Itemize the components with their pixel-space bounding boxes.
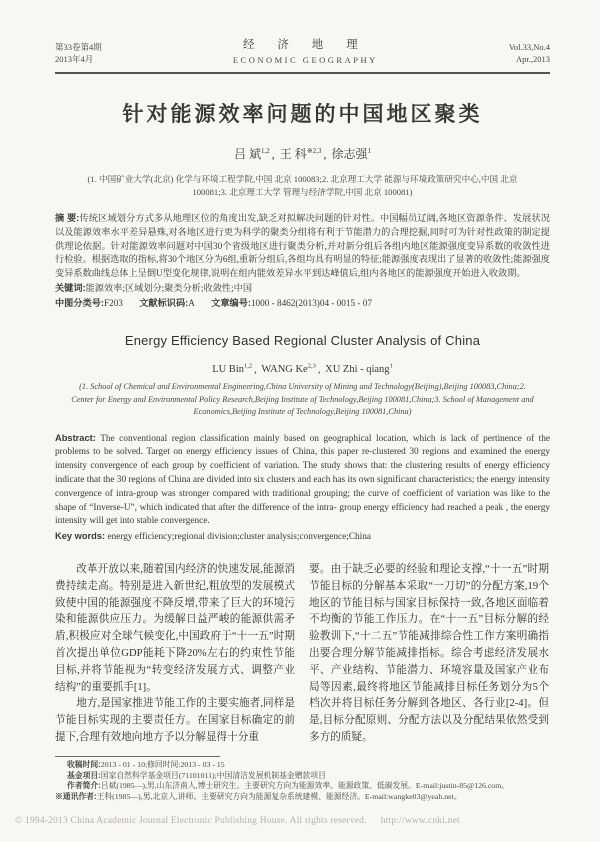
clc-pair xyxy=(55,298,123,308)
author-name: XU Zhi - qiang xyxy=(325,364,390,376)
author-affil-sup: 1,2 xyxy=(243,362,253,370)
clc-label: 中图分类号: xyxy=(55,297,104,308)
issue-info xyxy=(55,41,102,65)
author-en-1 xyxy=(212,364,252,375)
author-name: WANG Ke xyxy=(261,364,308,376)
author-affil-sup: 1 xyxy=(367,147,371,155)
footnote-text: 国家自然科学基金项目(71101011);中国清洁发展机制基金赠款项目 xyxy=(100,770,326,780)
doc-code-pair xyxy=(139,298,195,308)
author-en-2 xyxy=(261,364,316,375)
footnote-corresponding-author xyxy=(55,792,550,803)
author-cn-3 xyxy=(331,147,371,161)
keywords-label-en: Key words: xyxy=(55,531,106,542)
footnote-label: ※通讯作者: xyxy=(55,792,97,802)
authors-en xyxy=(55,363,550,376)
author-separator: , xyxy=(271,147,275,161)
journal-name-en: ECONOMIC GEOGRAPHY xyxy=(232,55,378,65)
paper-title-en: Energy Efficiency Based Regional Cluster Analysis of China xyxy=(124,332,481,348)
footnote-author-bio xyxy=(55,781,550,792)
author-separator: , xyxy=(254,364,257,376)
affiliation-en: (1. School of Chemical and Environmental Engineering,China University of Mining and Technology(Beijing),Beijing 100083,China;2. Center for Energy and Environmental Policy Research,Beijing Institute of Technology,Beijing 100081,China;3. School of Management and Economics,Beijing Institute of Technology,Beijing 100081,China) xyxy=(71,382,534,417)
body-column-left xyxy=(55,562,295,747)
cnki-copyright-bar xyxy=(15,816,590,826)
footnote-divider xyxy=(55,756,220,757)
article-id-pair xyxy=(211,298,372,308)
author-separator: , xyxy=(317,364,321,376)
issue-date: 2013年4月 xyxy=(55,54,94,64)
footnote-text: 2013 - 01 - 10;修回时间:2013 - 03 - 15 xyxy=(100,759,225,769)
author-name: LU Bin xyxy=(212,364,244,376)
author-affil-sup: ※2,3 xyxy=(306,147,322,155)
author-en-3 xyxy=(325,364,393,375)
volume-info xyxy=(509,41,550,65)
volume-number: Vol.33,No.4 xyxy=(508,42,550,52)
keywords-cn xyxy=(55,282,550,296)
author-affil-sup: 1,2 xyxy=(261,147,270,155)
classification-line xyxy=(55,297,550,311)
abstract-label-cn: 摘 要: xyxy=(55,213,80,223)
issue-number: 第33卷第4期 xyxy=(55,42,102,52)
footnote-funding xyxy=(55,771,550,782)
footnote-text: 吕斌(1985—),男,山东济南人,博士研究生。主要研究方向为能源效率、能源政策、低碳发展。E-mail:justin-85@126.com。 xyxy=(100,781,510,791)
footnote-label: 收稿时间: xyxy=(67,759,101,769)
affiliation-cn: (1. 中国矿业大学(北京) 化学与环境工程学院,中国 北京 100083;2. 北京理工大学 能源与环境政策研究中心,中国 北京 100081;3. 北京理工大学 管理与经济学院,中国 北京 100081) xyxy=(87,174,518,197)
footnote-text: 王科(1985—),男,北京人,讲师。主要研究方向为能源复杂系统建模、能源经济。E-mail:wangke03@yeah.net。 xyxy=(96,792,462,802)
abstract-cn xyxy=(55,212,550,281)
article-id-label: 文章编号: xyxy=(211,297,251,308)
author-affil-sup: 2,3 xyxy=(307,362,316,370)
author-cn-1 xyxy=(234,147,270,161)
journal-name-cn: 经 济 地 理 xyxy=(242,39,368,51)
copyright-text: © 1994-2013 China Academic Journal Electronic Publishing House. All rights reserved. xyxy=(15,816,367,826)
author-name: 徐志强 xyxy=(331,147,368,161)
author-name: 吕 斌 xyxy=(234,147,262,161)
article-id-value: 1000 - 8462(2013)04 - 0015 - 07 xyxy=(250,297,372,308)
cnki-url: http://www.cnki.net xyxy=(380,816,460,826)
abstract-label-en: Abstract: xyxy=(55,432,96,443)
journal-header xyxy=(55,36,550,65)
body-paragraph: 要。由于缺乏必要的经验和理论支撑,“十一五”时期节能目标的分解基本采取“一刀切”的分配方案,19个地区的节能目标与国家目标保持一致,各地区面临着不均衡的节能工作压力。在“十一五”目标分解的经验教训下,“十二五”节能减排综合性工作方案明确指出要合理分解节能减排指标。综合考虑经济发展水平、产业结构、节能潜力、环境容量及国家产业布局等因素,最终将地区节能减排目标任务划分为5个档次并将目标任务分解到各地区、各行业[2-4]。但是,目标分配原则、分配方法以及分配结果依然受到多方的质疑。 xyxy=(309,563,549,743)
doc-code-value: A xyxy=(188,297,195,308)
footnote-label: 作者简介: xyxy=(67,781,101,791)
author-affil-sup: 1 xyxy=(389,362,393,370)
doc-code-label: 文献标识码: xyxy=(139,297,189,308)
body-columns xyxy=(55,562,550,747)
abstract-text-en: The conventional region classification mainly based on geographical location, which is lack of pertinence of the problems to be solved. Target on energy efficiency issues of China, this paper re-clustered 30 regions and examined the energy intensity convergence of each group by coefficient of variation. The study shows that: the clustering results of energy efficiency indicate that the 30 regions of China are divided into six clusters and each has its own significant characteristics; the energy intensity convergence of intra-group was stronger compared with traditional grouping; the curve of coefficient of variation was like to the shape of “Inverse-U”, which indicated that after the difference of the intra- group energy efficiency had reached a peak , the energy intensity will get into stable convergence. xyxy=(55,433,551,527)
keywords-text-en: energy efficiency;regional division;cluster analysis;convergence;China xyxy=(107,532,372,543)
volume-date: Apr.,2013 xyxy=(515,54,550,64)
keywords-text-cn: 能源效率;区域划分;聚类分析;收敛性;中国 xyxy=(85,282,253,293)
authors-cn xyxy=(55,145,550,162)
paper-title-cn: 针对能源效率问题的中国地区聚类 xyxy=(122,103,483,126)
clc-value: F203 xyxy=(104,297,123,308)
footnotes xyxy=(55,760,550,803)
body-paragraph: 地方,是国家推进节能工作的主要实施者,同样是节能目标实现的主要责任方。在国家目标确定的前提下,合理有效地向地方予以分解显得十分重 xyxy=(55,698,295,743)
journal-name-block xyxy=(233,36,378,65)
abstract-text-cn: 传统区域划分方式多从地理区位的角度出发,缺乏对拟解决问题的针对性。中国幅员辽阔,各地区资源条件、发展状况以及能源效率水平差异悬殊,对各地区进行更为科学的聚类分组将有利于节能潜力的合理挖掘,同时可为针对性政策的制定提供理论依据。针对能源效率问题对中国30个省级地区进行聚类分析,并对新分组后各组内地区能源强度变异系数的收敛性进行检验。根据选取的指标,将30个地区分为6组,重新分组后,各组均具有明显的特征;能源强度表现出了显著的收敛性;能源强度变异系数曲线总体上呈倒U型变化规律,说明在组内能效差异水平到达峰值后,组内各地区的能源强度开始进入收敛期。 xyxy=(55,213,550,279)
author-cn-2 xyxy=(280,147,322,161)
keywords-en xyxy=(55,530,550,545)
keywords-label-cn: 关键词: xyxy=(55,282,86,293)
body-paragraph: 改革开放以来,随着国内经济的快速发展,能源消费持续走高。特别是进入新世纪,粗放型的发展模式致使中国的能源强度不降反增,带来了巨大的环境污染和能源供应压力。为缓解日益严峻的能源供需矛盾,积极应对全球气候变化,中国政府于“十一五”时期首次提出单位GDP能耗下降20%左右的约束性节能目标,并将节能视为“转变经济发展方式、调整产业结构”的重要抓手[1]。 xyxy=(55,563,295,693)
footnote-label: 基金项目: xyxy=(67,770,101,780)
author-separator: , xyxy=(323,147,327,161)
abstract-en xyxy=(55,432,550,530)
body-column-right xyxy=(309,562,549,747)
author-name: 王 科 xyxy=(279,147,307,161)
footnote-received-date xyxy=(55,760,550,771)
header-divider xyxy=(55,72,550,74)
